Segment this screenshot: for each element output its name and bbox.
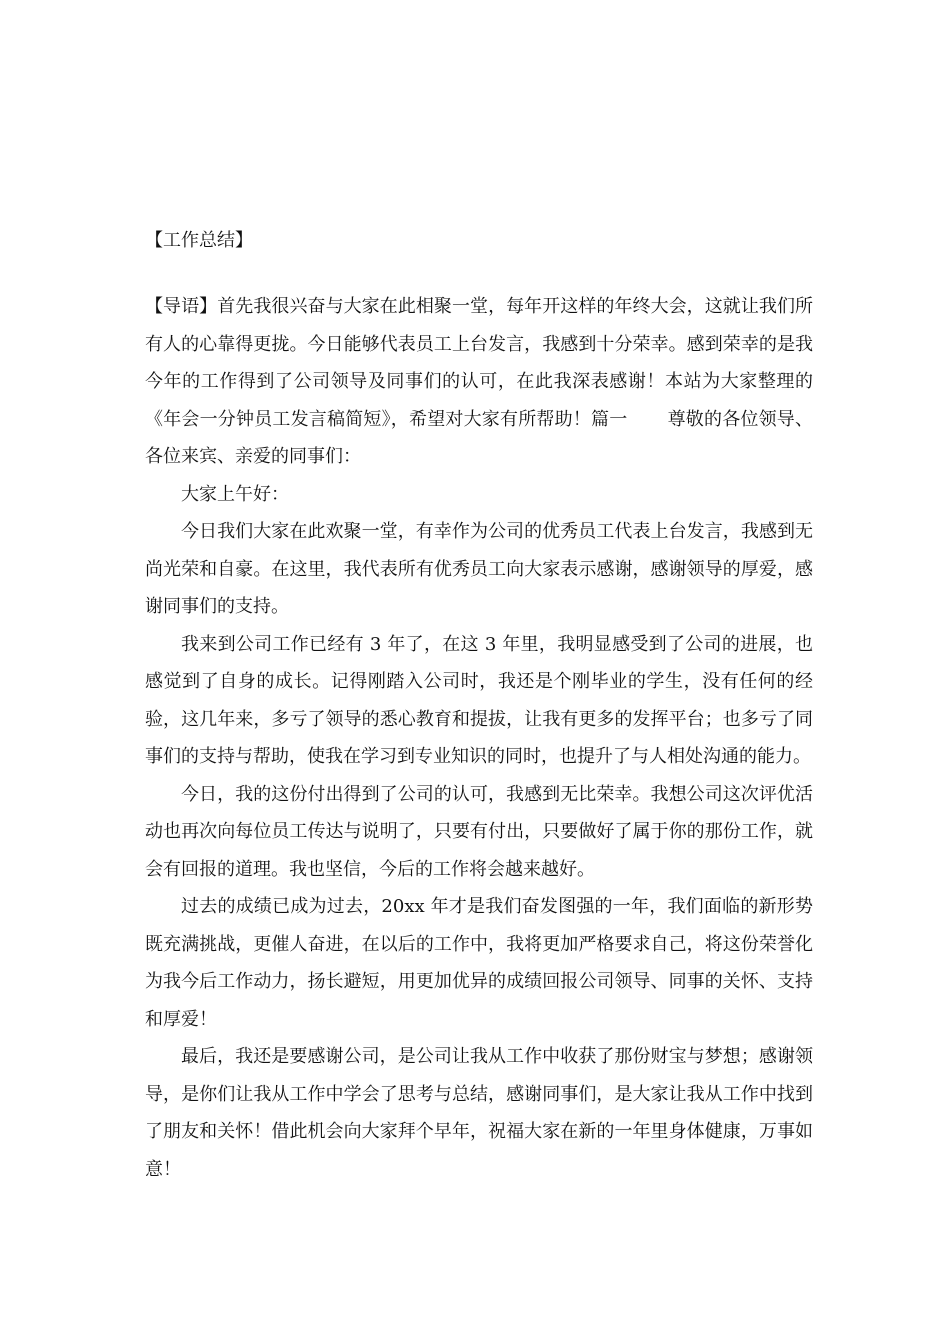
body-paragraph-4: 过去的成绩已成为过去，20xx 年才是我们奋发图强的一年，我们面临的新形势既充满挑战，更催人奋进，在以后的工作中，我将更加严格要求自己，将这份荣誉化为我今后工作动力，扬长避短，用更加优异的成绩回报公司领导、同事的关怀、支持和厚爱！	[145, 896, 813, 1030]
intro-text: 首先我很兴奋与大家在此相聚一堂，每年开这样的年终大会，这就让我们所有人的心靠得更拢。今日能够代表员工上台发言，我感到十分荣幸。感到荣幸的是我今年的工作得到了公司领导及同事们的认可，在此我深表感谢！本站为大家整理的《年会一分钟员工发言稿简短》，希望对大家有所帮助！篇一	[145, 296, 814, 430]
document-page	[145, 226, 813, 1188]
greeting: 大家上午好：	[181, 483, 289, 505]
body-paragraph-5: 最后，我还是要感谢公司，是公司让我从工作中收获了那份财宝与梦想；感谢领导，是你们让我从工作中学会了思考与总结，感谢同事们，是大家让我从工作中找到了朋友和关怀！借此机会向大家拜个早年，祝福大家在新的一年里身体健康，万事如意！	[145, 1046, 813, 1180]
body-paragraph-2: 我来到公司工作已经有 3 年了，在这 3 年里，我明显感受到了公司的进展，也感觉到了自身的成长。记得刚踏入公司时，我还是个刚毕业的学生，没有任何的经验，这几年来，多亏了领导的悉心教育和提拔，让我有更多的发挥平台；也多亏了同事们的支持与帮助，使我在学习到专业知识的同时，也提升了与人相处沟通的能力。	[145, 633, 813, 767]
intro-tag: 【导语】	[145, 296, 218, 317]
body-paragraph-3: 今日，我的这份付出得到了公司的认可，我感到无比荣幸。我想公司这次评优活动也再次向每位员工传达与说明了，只要有付出，只要做好了属于你的那份工作，就会有回报的道理。我也坚信，今后的工作将会越来越好。	[145, 783, 813, 880]
intro-paragraph	[145, 288, 813, 476]
body-paragraph-1: 今日我们大家在此欢聚一堂，有幸作为公司的优秀员工代表上台发言，我感到无尚光荣和自豪。在这里，我代表所有优秀员工向大家表示感谢，感谢领导的厚爱，感谢同事们的支持。	[145, 521, 813, 617]
salutation: 尊敬的各位领导、各位来宾、亲爱的同事们：	[145, 408, 814, 467]
document-heading: 【工作总结】	[145, 230, 253, 251]
